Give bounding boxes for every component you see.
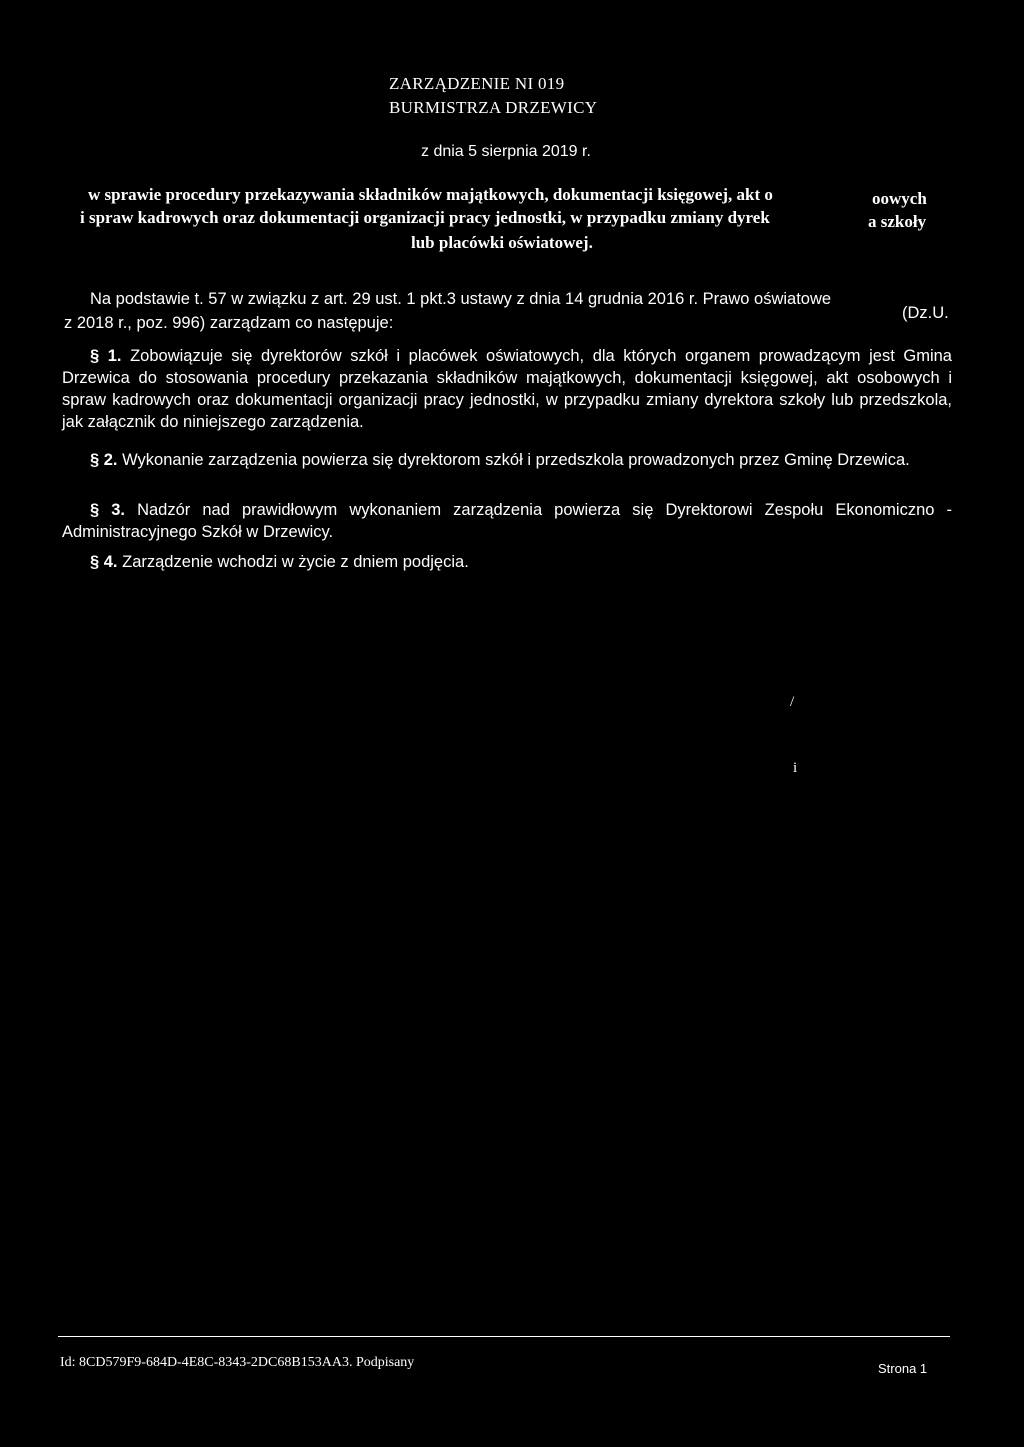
footer-page-number: Strona 1 — [878, 1361, 928, 1376]
section-text: Nadzór nad prawidłowym wykonaniem zarządzenia powierza się Dyrektorowi Zespołu Ekonomiczno - Administracyjnego Szkół w Drzewicy. — [62, 501, 952, 541]
section-text: Zobowiązuje się dyrektorów szkół i placówek oświatowych, dla których organem prowadzącym jest Gmina Drzewica do stosowania procedury przekazania składników majątkowych, dokumentacji księgowej, akt osobowych i spraw kadrowych oraz dokumentacji organizacji pracy jednostki, w przypadku zmiany dyrektora szkoły lub przedszkola, jak załącznik do niniejszego zarządzenia. — [62, 347, 952, 431]
section-symbol: § 4. — [90, 553, 118, 571]
subject-line-3: lub placówki oświatowej. — [411, 233, 593, 252]
section-text: Wykonanie zarządzenia powierza się dyrektorom szkół i przedszkola prowadzonych przez Gminę Drzewica. — [122, 451, 910, 469]
document-title: ZARZĄDZENIE NI 019 — [389, 74, 565, 93]
document-date: z dnia 5 sierpnia 2019 r. — [421, 143, 591, 160]
section-text: Zarządzenie wchodzi w życie z dniem podjęcia. — [122, 553, 469, 571]
section-symbol: § 3. — [90, 501, 126, 519]
legal-basis-line-1: Na podstawie t. 57 w związku z art. 29 ust. 1 pkt.3 ustawy z dnia 14 grudnia 2016 r. Prawo oświatowe — [90, 290, 832, 308]
section-symbol: § 2. — [90, 451, 118, 469]
subject-line-1: w sprawie procedury przekazywania składników majątkowych, dokumentacji księgowej, akt o — [88, 185, 773, 204]
scan-mark: i — [793, 760, 798, 776]
legal-basis-line-2: z 2018 r., poz. 996) zarządzam co następuje: — [64, 314, 394, 332]
section-1 — [62, 345, 952, 433]
footer-document-id: Id: 8CD579F9-684D-4E8C-8343-2DC68B153AA3. Podpisany — [60, 1355, 415, 1370]
subject-line-1-tail: oowych — [872, 189, 927, 208]
section-symbol: § 1. — [90, 347, 122, 365]
subject-line-2: i spraw kadrowych oraz dokumentacji organizacji pracy jednostki, w przypadku zmiany dyrek — [80, 208, 770, 227]
subject-line-2-tail: a szkoły — [868, 212, 927, 231]
section-2 — [62, 449, 952, 471]
scan-mark: / — [790, 694, 795, 710]
footer-divider — [58, 1336, 950, 1337]
document-issuer: BURMISTRZA DRZEWICY — [389, 98, 598, 117]
section-3 — [62, 499, 952, 543]
section-4 — [62, 551, 952, 573]
legal-basis-line-1-tail: (Dz.U. — [902, 304, 949, 322]
